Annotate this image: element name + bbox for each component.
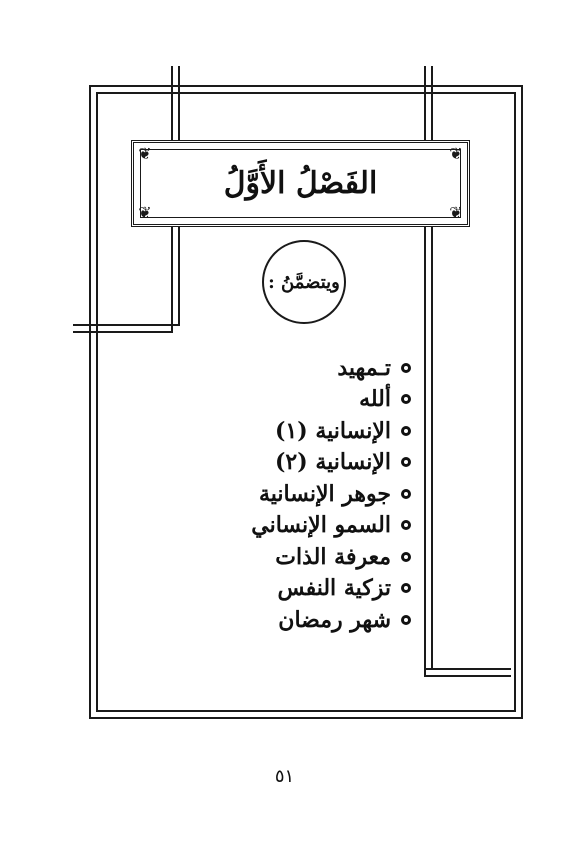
- bullet-icon: [401, 520, 411, 530]
- bullet-icon: [401, 615, 411, 625]
- chapter-title: الفَصْلُ الأَوَّلُ: [223, 166, 378, 201]
- toc-item-label: معرفة الذات: [275, 543, 391, 570]
- ornament-bottom-left-icon: ❦: [138, 203, 152, 222]
- toc-item: [191, 447, 411, 479]
- chapter-title-inner: [140, 149, 461, 218]
- toc-item: [191, 352, 411, 384]
- toc-item: [191, 510, 411, 542]
- toc-item: [191, 541, 411, 573]
- toc-item-label: السمو الإنساني: [251, 512, 391, 539]
- ornament-top-right-icon: ❦: [449, 144, 463, 163]
- page-number: ٥١: [274, 766, 295, 787]
- contains-label: ويتضمَّنُ :: [268, 271, 340, 293]
- chapter-title-box: [131, 140, 470, 227]
- contains-circle: [262, 240, 346, 324]
- bullet-icon: [401, 489, 411, 499]
- toc-item: [191, 573, 411, 605]
- toc-item: [191, 478, 411, 510]
- toc-item: [191, 415, 411, 447]
- toc-item-label: شهر رمضان: [278, 606, 391, 633]
- toc-item-label: جوهر الإنسانية: [258, 480, 391, 507]
- bullet-icon: [401, 426, 411, 436]
- toc-item: [191, 384, 411, 416]
- ornament-bottom-right-icon: ❦: [449, 203, 463, 222]
- bullet-icon: [401, 457, 411, 467]
- toc-item-label: ألله: [359, 386, 391, 413]
- bullet-icon: [401, 552, 411, 562]
- toc-item-label: تزكية النفس: [277, 575, 391, 602]
- toc-item-label: الإنسانية (١): [275, 417, 391, 444]
- ornament-top-left-icon: ❦: [138, 144, 152, 163]
- toc-item-label: الإنسانية (٢): [275, 449, 391, 476]
- bullet-icon: [401, 363, 411, 373]
- bullet-icon: [401, 583, 411, 593]
- toc-item: [191, 604, 411, 636]
- toc-list: [191, 352, 411, 636]
- toc-item-label: تـمهيد: [337, 354, 391, 381]
- bullet-icon: [401, 394, 411, 404]
